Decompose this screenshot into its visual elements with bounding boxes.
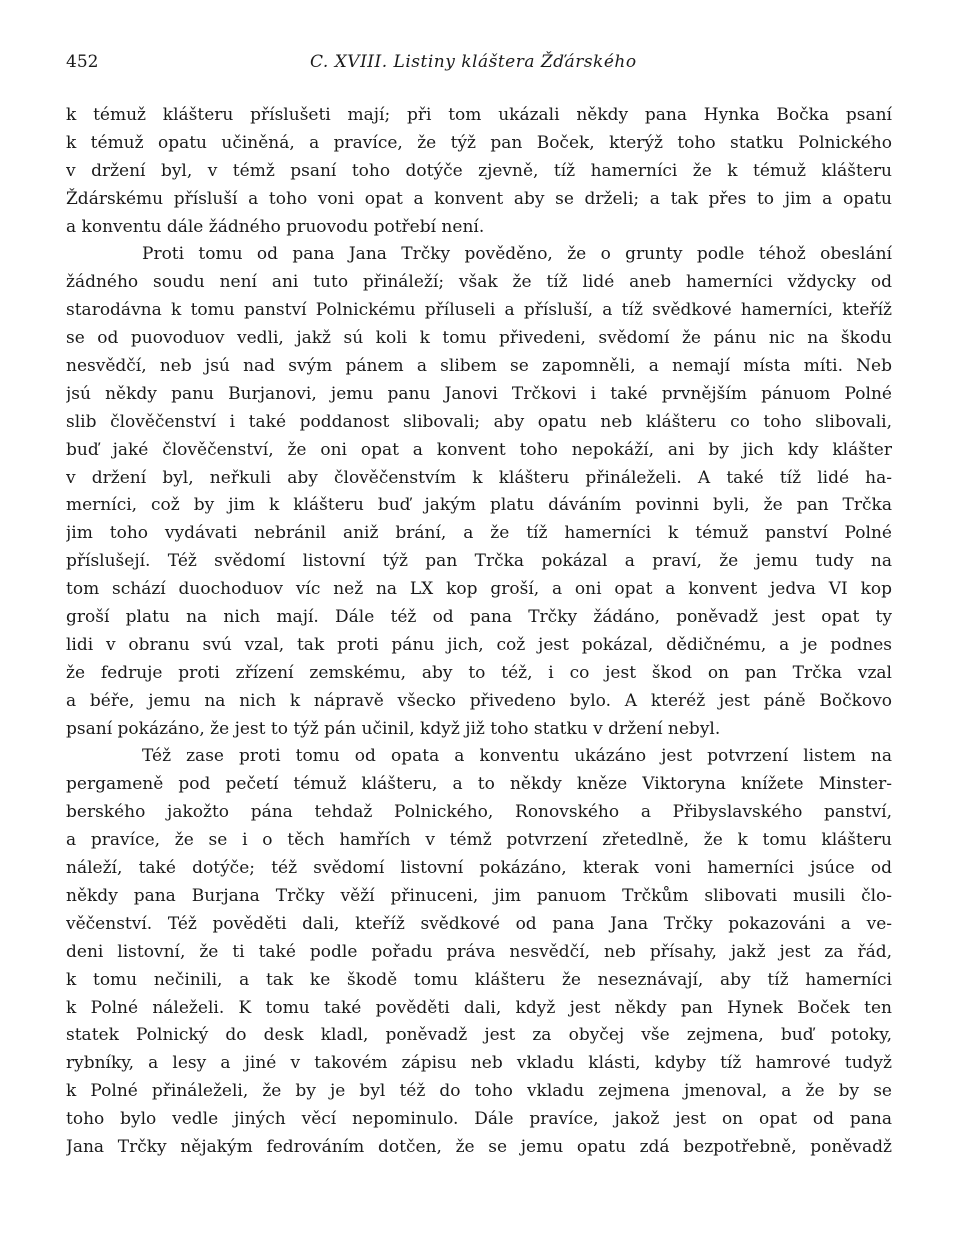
text-line: berského jakožto pána tehdaž Polnického, Ronovského a Přibyslavského panství, bbox=[66, 802, 892, 823]
text-line: starodávna k tomu panství Polnickému příluseli a přísluší, a tíž svědkové hamerníci, kteříž bbox=[66, 300, 892, 321]
text-line: a pravíce, že se i o těch hamřích v témž potvrzení zřetedlně, že k tomu klášteru bbox=[66, 830, 892, 851]
text-line: k tomu nečinili, a tak ke škodě tomu klášteru že neseznávají, aby tíž hamerníci bbox=[66, 969, 892, 990]
text-line: příslušejí. Též svědomí listovní týž pan Trčka pokázal a praví, že jemu tudy na bbox=[66, 551, 892, 572]
body-text bbox=[66, 102, 892, 1162]
text-line: buď jaké člověčenství, že oni opat a konvent toho nepokáží, ani by jich kdy klášter bbox=[66, 439, 892, 460]
text-line: k témuž opatu učiněná, a pravíce, že týž pan Boček, kterýž toho statku Polnického bbox=[66, 132, 892, 153]
text-line: žádného soudu není ani tuto přináleží; však že tíž lidé aneb hamerníci vždycky od bbox=[66, 272, 892, 293]
text-line: v držení byl, neřkuli aby člověčenstvím k klášteru přináleželi. A také tíž lidé ha- bbox=[66, 467, 892, 488]
text-line: náleží, také dotýče; též svědomí listovní pokázáno, kterak voni hamerníci jsúce od bbox=[66, 858, 892, 879]
text-line: Též zase proti tomu od opata a konventu ukázáno jest potvrzení listem na bbox=[142, 746, 892, 767]
text-line: a konventu dále žádného pruovodu potřebí není. bbox=[66, 216, 485, 237]
text-line: jsú někdy panu Burjanovi, jemu panu Janovi Trčkovi i také prvnějším pánuom Polné bbox=[66, 383, 892, 404]
text-line: věčenství. Též pověděti dali, kteříž svědkové od pana Jana Trčky pokazováni a ve- bbox=[66, 913, 892, 934]
text-line: Proti tomu od pana Jana Trčky pověděno, že o grunty podle téhož obeslání bbox=[142, 244, 892, 265]
text-line: psaní pokázáno, že jest to týž pán učinil, když již toho statku v držení nebyl. bbox=[66, 718, 721, 739]
text-line: že fedruje proti zřízení zemskému, aby to též, i co jest škod on pan Trčka vzal bbox=[66, 662, 892, 683]
text-line: statek Polnický do desk kladl, poněvadž jest za obyčej vše zejmena, buď potoky, bbox=[66, 1025, 892, 1046]
running-head bbox=[66, 52, 892, 82]
text-line: pergameně pod pečetí témuž klášteru, a to někdy kněze Viktoryna knížete Minster- bbox=[66, 774, 892, 795]
text-line: merníci, což by jim k klášteru buď jakým platu dáváním povinni byli, že pan Trčka bbox=[66, 495, 892, 516]
text-line: k témuž klášteru příslušeti mají; při tom ukázali někdy pana Hynka Bočka psaní bbox=[66, 105, 892, 125]
text-line: se od puovoduov vedli, jakž sú koli k tomu přivedeni, svědomí že pánu nic na škodu bbox=[66, 328, 892, 349]
text-line: někdy pana Burjana Trčky věží přinuceni, jim panuom Trčkům slibovati musili člo- bbox=[66, 885, 892, 906]
text-line: rybníky, a lesy a jiné v takovém zápisu neb vkladu klásti, kdyby tíž hamrové tudyž bbox=[66, 1053, 892, 1074]
text-line: Ždárskému přísluší a toho voni opat a konvent aby se drželi; a tak přes to jim a opatu bbox=[66, 188, 892, 209]
text-line: k Polné přináleželi, že by je byl též do toho vkladu zejmena jmenoval, a že by se bbox=[66, 1081, 892, 1102]
text-line: slib člověčenství i také poddanost slibovali; aby opatu neb klášteru co toho slibovali, bbox=[66, 411, 892, 432]
text-line: a béře, jemu na nich k nápravě všecko přivedeno bylo. A kteréž jest páně Bočkovo bbox=[66, 690, 892, 711]
text-line: Jana Trčky nějakým fedrováním dotčen, že se jemu opatu zdá bezpotřebně, poněvadž bbox=[66, 1136, 892, 1157]
text-line: lidi v obranu svú vzal, tak proti pánu jich, což jest pokázal, dědičnému, a je podnes bbox=[66, 634, 892, 655]
text-line: tom schází duochoduov víc než na LX kop groší, a oni opat a konvent jedva VI kop bbox=[66, 579, 892, 600]
text-line: groší platu na nich mají. Dále též od pana Trčky žádáno, poněvadž jest opat ty bbox=[66, 607, 892, 628]
page-number: 452 bbox=[66, 52, 99, 72]
text-line: v držení byl, v témž psaní toho dotýče zjevně, tíž hamerníci že k témuž klášteru bbox=[66, 160, 892, 181]
text-line: k Polné náleželi. K tomu také pověděti dali, když jest někdy pan Hynek Boček ten bbox=[66, 997, 892, 1018]
text-line: jim toho vydávati nebránil aniž brání, a že tíž hamerníci k témuž panství Polné bbox=[66, 523, 892, 544]
text-line: deni listovní, že ti také podle pořadu práva nesvědčí, neb přísahy, jakž jest za řád, bbox=[66, 941, 892, 962]
running-title: C. XVIII. Listiny kláštera Žďárského bbox=[310, 52, 637, 72]
page bbox=[66, 52, 892, 1157]
text-line: toho bylo vedle jiných věcí nepominulo. Dále pravíce, jakož jest on opat od pana bbox=[66, 1109, 892, 1130]
text-line: nesvědčí, neb jsú nad svým pánem a slibem se zapomněli, a nemají místa míti. Neb bbox=[66, 356, 892, 377]
